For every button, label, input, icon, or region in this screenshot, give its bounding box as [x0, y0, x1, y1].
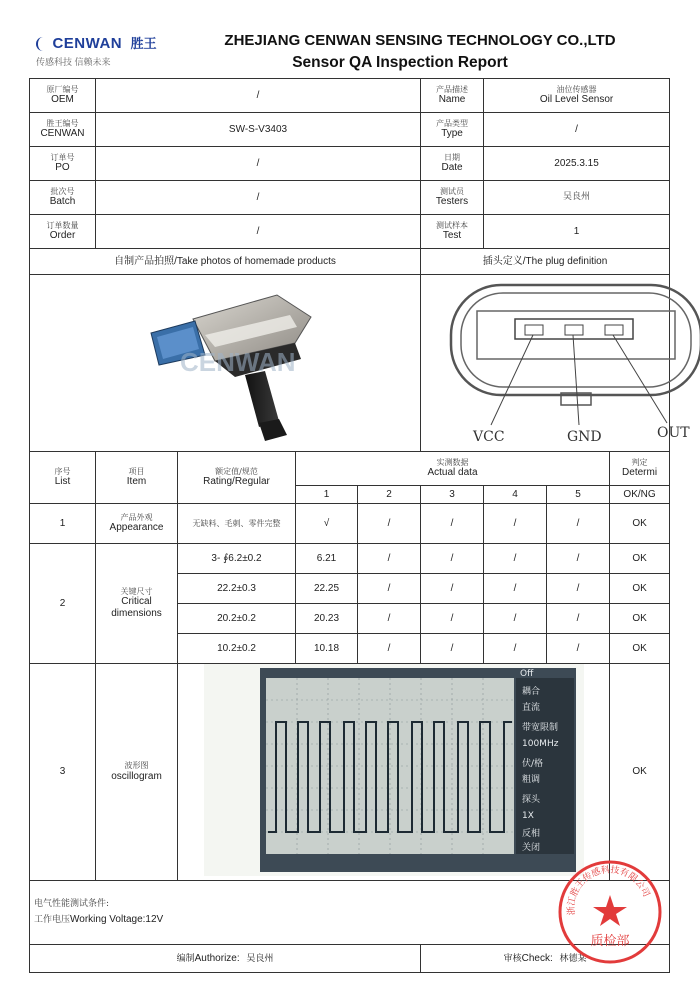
- photo-watermark: CENWAN: [180, 347, 296, 377]
- result-ok: OK: [610, 504, 670, 544]
- header-item: 项目 Item: [96, 452, 178, 504]
- pin-label-out: OUT: [657, 425, 690, 441]
- pin-label-gnd: GND: [567, 429, 602, 445]
- scope-menu-item: 100MHz: [521, 739, 558, 749]
- info-row-po: 订单号 PO / 日期 Date 2025.3.15: [30, 147, 670, 181]
- info-row-batch: 批次号 Batch / 测试员 Testers 吴良州: [30, 181, 670, 215]
- info-row-cenwan: 胜王编号 CENWAN SW-S-V3403 产品类型 Type /: [30, 113, 670, 147]
- sensor-photo-illustration: [65, 275, 385, 447]
- logo-signal-icon: [36, 37, 48, 51]
- test-conditions: 电气性能测试条件: 工作电压Working Voltage:12V: [30, 881, 670, 945]
- photo-label-row: [30, 249, 670, 275]
- result-ok: OK: [610, 604, 670, 634]
- oscillogram-photo: [178, 664, 610, 881]
- header-list: 序号 List: [30, 452, 96, 504]
- info-row-order: 订单数量 Order / 测试样本 Test 1: [30, 215, 670, 249]
- scope-menu-item: 带宽限制: [521, 723, 558, 733]
- cenwan-value: SW-S-V3403: [96, 113, 421, 147]
- plug-diagram: [421, 275, 690, 452]
- oscilloscope-screen: [204, 664, 584, 876]
- table-row: 2 关键尺寸 Critical dimensions 3- ∮6.2±0.2 6.21 / / / / OK: [30, 544, 670, 574]
- seal-bottom-text: 质检部: [590, 934, 630, 949]
- table-row: 3 波形图 oscillogram Off 耦合 直流 带宽限制 100MHz 伏/格 粗调 探头 1X 反相 关闭 OK: [30, 664, 670, 881]
- testers-value: 吴良州: [484, 181, 670, 215]
- table-row: 10.2±0.2 10.18 / / / / OK: [30, 634, 670, 664]
- oem-value: /: [96, 79, 421, 113]
- result-ok: OK: [610, 544, 670, 574]
- result-ok: OK: [610, 634, 670, 664]
- data-subheader-row: 1 2 3 4 5 OK/NG: [30, 486, 670, 504]
- data-header-row: [30, 452, 670, 486]
- table-row: 20.2±0.2 20.23 / / / / OK: [30, 604, 670, 634]
- scope-off-label: Off: [519, 669, 533, 679]
- logo-text-cn: 胜王: [130, 36, 157, 51]
- product-photo: [30, 275, 421, 452]
- header-actual-data: 实测数据 Actual data: [296, 452, 610, 486]
- test-value: 1: [484, 215, 670, 249]
- batch-value: /: [96, 181, 421, 215]
- scope-menu-item: 直流: [521, 703, 540, 713]
- company-logo: [36, 33, 166, 73]
- seal-top-text: 浙江胜王传感科技有限公司: [566, 865, 651, 916]
- scope-menu-item: 粗调: [521, 775, 540, 785]
- header-rating: 额定值/规范 Rating/Regular: [178, 452, 296, 504]
- scope-menu-item: 伏/格: [521, 759, 543, 769]
- seal-stamp: [555, 857, 665, 967]
- header-determine: 判定 Determi: [610, 452, 670, 486]
- scope-menu-item: 探头: [521, 795, 540, 805]
- header-okng: OK/NG: [610, 486, 670, 504]
- date-value: 2025.3.15: [484, 147, 670, 181]
- authorize-cell: 编制Authorize: 吴良州: [30, 945, 421, 973]
- pin-label-vcc: VCC: [473, 429, 505, 445]
- company-name: ZHEJIANG CENWAN SENSING TECHNOLOGY CO.,LTD: [224, 32, 616, 49]
- check-cell: 审核Check: 林德某: [421, 945, 670, 973]
- scope-menu-item: 关闭: [521, 843, 540, 853]
- po-value: /: [96, 147, 421, 181]
- photo-row: [30, 275, 670, 452]
- table-row: 22.2±0.3 22.25 / / / / OK: [30, 574, 670, 604]
- result-ok: OK: [610, 574, 670, 604]
- report-title: Sensor QA Inspection Report: [292, 54, 508, 71]
- scope-menu-item: 1X: [521, 811, 534, 821]
- table-row: 1 产品外观 Appearance 无缺料、毛刺、零件完整 √ / / / / OK: [30, 504, 670, 544]
- logo-text-en: CENWAN: [52, 35, 123, 52]
- logo-slogan: 传感科技 信赖未来: [36, 57, 111, 67]
- inspection-table: [29, 78, 690, 973]
- result-ok: OK: [610, 664, 670, 881]
- info-row-oem: 原厂编号 OEM / 产品描述 Name 油位传感器 Oil Level Sensor: [30, 79, 670, 113]
- plug-definition-diagram: [421, 275, 700, 447]
- name-value: 油位传感器 Oil Level Sensor: [484, 79, 670, 113]
- scope-menu-item: 耦合: [521, 687, 540, 697]
- company-seal: [555, 857, 665, 967]
- plug-definition-label: 插头定义/The plug definition: [421, 249, 670, 275]
- seal-star-icon: [593, 895, 627, 926]
- product-photo-label: 自制产品拍照/Take photos of homemade products: [30, 249, 421, 275]
- type-value: /: [484, 113, 670, 147]
- order-value: /: [96, 215, 421, 249]
- scope-menu-item: 反相: [521, 829, 540, 839]
